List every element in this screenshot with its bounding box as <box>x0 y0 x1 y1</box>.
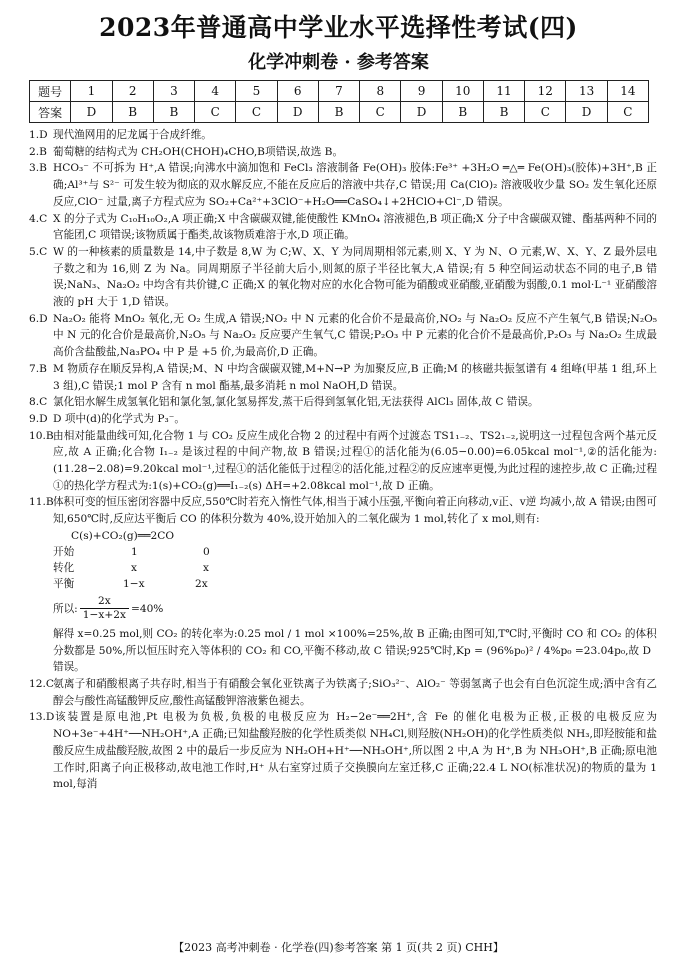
item-text: HCO₃⁻ 不可拆为 H⁺,A 错误;向沸水中滴加饱和 FeCl₃ 溶液制备 Fe(OH)₃ 胶体:Fe³⁺ +3H₂O ═△═ Fe(OH)₃(胶体)+3H⁺,B 正确;Al³⁺与 S²⁻ 可发生较为彻底的双水解反应,不能在反应后的溶液中共存,C 错误;用 Ca(ClO)₂ 溶液吸收少量 SO₂ 发生氧化还原反应,ClO⁻ 过量,离子方程式应为 SO₂+Ca²⁺+3ClO⁻+H₂O══CaSO₄↓+2HClO+Cl⁻,D 错误。 <box>53 162 657 208</box>
equilibrium-value: x <box>131 561 137 574</box>
question-number-cell: 10 <box>442 81 483 102</box>
answer-cell: B <box>112 102 153 123</box>
explanation-item <box>29 127 657 144</box>
question-number-row <box>30 81 649 102</box>
equilibrium-value: x <box>203 561 209 574</box>
item-text: W 的一种核素的质量数是 14,中子数是 8,W 为 C;W、X、Y 为同周期相邻元素,则 X、Y 为 N、O 元素,W、X、Y、Z 最外层电子数之和为 16,则 Z 为 Na。同周期原子半径前大后小,则氮的原子半径比氧大,A 错误;有 5 种空间运动状态不同的电子,B 错误;NaN₃、Na₂O₂ 中均含有共价键,C 正确;X 的氧化物对应的水化合物可能为硝酸或亚硝酸,亚硝酸为弱酸,0.1 mol·L⁻¹ 亚硝酸溶液的 pH 大于 1,D 错误。 <box>53 245 657 309</box>
question-number-cell: 12 <box>525 81 566 102</box>
item-text: X 的分子式为 C₁₀H₁₀O₂,A 项正确;X 中含碳碳双键,能使酸性 KMnO₄ 溶液褪色,B 项正确;X 分子中含碳碳双键、酯基两种不同的官能团,C 项错误;该物质属于酯类,故该物质难溶于水,D 项正确。 <box>53 212 657 242</box>
explanation-item <box>29 428 657 495</box>
answer-cell: B <box>318 102 359 123</box>
item-text: 葡萄糖的结构式为 CH₂OH(CHOH)₄CHO,B项错误,故选 B。 <box>53 145 344 158</box>
item-text: Na₂O₂ 能将 MnO₂ 氧化,无 O₂ 生成,A 错误;NO₂ 中 N 元素的化合价不是最高价,NO₂ 与 Na₂O₂ 反应不产生氧气,B 错误;N₂O₅ 中 N 元的化合价是最高价,N₂O₅ 与 Na₂O₂ 反应要产生氧气,C 错误;P₂O₃ 中 P 元素的化合价不是最高价,P₂O₃ 与 Na₂O₂ 生成最高价含盐酸盐,Na₃PO₄ 中 P 是 +5 价,为最高价,D 正确。 <box>53 312 657 359</box>
explanation-item <box>29 311 657 361</box>
item-text: 由相对能量曲线可知,化合物 1 与 CO₂ 反应生成化合物 2 的过程中有两个过渡态 TS1₁₋₂、TS2₁₋₂,说明这一过程包含两个基元反应,故 A 正确;化合物 I₁₋₂ 是该过程的中间产物,故 B 错误;过程①的活化能为(6.05−0.00)=6.05kcal mol⁻¹,②的活化能为:(11.28−2.08)=9.20kcal mol⁻¹,过程①的活化能低于过程②的活化能,过程②的反应速率更慢,为此过程的速控步,故 C 正确;过程①的热化学方程式为:1(s)+CO₂(g)══I₁₋₂(s) ΔH=+2.08kcal mol⁻¹,故 D 正确。 <box>53 429 657 492</box>
question-number-cell: 4 <box>195 81 236 102</box>
answer-row <box>30 102 649 123</box>
equilibrium-row <box>53 544 657 560</box>
explanation-item <box>29 494 657 527</box>
answer-cell: C <box>195 102 236 123</box>
question-number-cell: 14 <box>607 81 648 102</box>
item-number: 13.D <box>29 711 55 724</box>
answer-cell: D <box>566 102 607 123</box>
answer-cell: B <box>483 102 524 123</box>
item-text: 现代渔网用的尼龙属于合成纤维。 <box>53 129 212 141</box>
equilibrium-row <box>53 576 657 592</box>
answer-cell: B <box>442 102 483 123</box>
item-number: 7.B <box>29 362 47 375</box>
answer-cell: C <box>236 102 277 123</box>
explanation-item <box>29 676 657 709</box>
item-number: 4.C <box>29 212 48 225</box>
answer-cell: C <box>360 102 401 123</box>
answer-cell: D <box>277 102 318 123</box>
explanation-item <box>29 160 657 210</box>
question-number-cell: 2 <box>112 81 153 102</box>
fraction-denominator: 1−x+2x <box>82 609 126 622</box>
question-number-cell: 11 <box>483 81 524 102</box>
explanation-item <box>29 394 657 411</box>
item-number: 3.B <box>29 162 47 175</box>
page-subtitle: 化学冲刺卷 · 参考答案 <box>248 52 429 73</box>
explanation-item <box>29 709 657 793</box>
item-text: 体积可变的恒压密闭容器中反应,550℃时若充入惰性气体,相当于减小压强,平衡向着正向移动,v正、v逆 均减小,故 A 错误;由图可知,650℃时,反应达平衡后 CO 的体积分数为 40%,设开始加入的二氧化碳为 1 mol,转化了 x mol,则有: <box>53 496 657 526</box>
answer-cell: D <box>71 102 112 123</box>
equilibrium-value: 2x <box>195 577 208 590</box>
item-number: 12.C <box>29 677 54 690</box>
row-label-answer: 答案 <box>30 102 71 123</box>
item-number: 8.C <box>29 396 48 409</box>
row-label-number: 题号 <box>30 81 71 102</box>
item-text: 该装置是原电池,Pt 电极为负极,负极的电极反应为 H₂−2e⁻══2H⁺,含 Fe 的催化电极为正极,正极的电极反应为 NO+3e⁻+4H⁺──NH₂OH⁺,A 正确;已知盐酸羟胺的化学性质类似 NH₄Cl,则羟胺(NH₂OH)的化学性质类似 NH₃,即羟胺能和盐酸反应生成盐酸羟胺,故图 2 中的最后一步反应为 NH₂OH+H⁺──NH₃OH⁺,所以图 2 中,A 为 H⁺,B 为 NH₃OH⁺,B 正确;原电池工作时,阳离子向正极移动,故电池工作时,H⁺ 从右室穿过质子交换膜向左室迁移,C 正确;22.4 L NO(标准状况)的物质的量为 1 mol,每消 <box>53 711 657 791</box>
fraction-numerator: 2x <box>80 595 129 609</box>
item-number: 11.B <box>29 496 54 509</box>
answer-table <box>29 80 649 123</box>
item-text: M 物质存在顺反异构,A 错误;M、N 中均含碳碳双键,M+N→P 为加聚反应,B 正确;M 的核磁共振氢谱有 4 组峰(甲基 1 组,环上 3 组),C 错误;1 mol P 含有 n mol 酯基,最多消耗 n mol NaOH,D 错误。 <box>53 362 657 392</box>
question-number-cell: 7 <box>318 81 359 102</box>
answer-cell: C <box>607 102 648 123</box>
fraction <box>80 595 129 622</box>
explanation-item <box>29 411 657 428</box>
explanations <box>29 127 657 793</box>
item-number: 1.D <box>29 129 48 141</box>
question-number-cell: 5 <box>236 81 277 102</box>
equilibrium-row-label: 开始 <box>53 545 75 558</box>
page-footer: 【2023 高考冲刺卷 · 化学卷(四)参考答案 第 1 页(共 2 页) CHH】 <box>173 941 504 954</box>
question-number-cell: 8 <box>360 81 401 102</box>
question-number-cell: 1 <box>71 81 112 102</box>
so-label: 所以: <box>53 602 78 615</box>
answer-cell: C <box>525 102 566 123</box>
item-text: 氯化铝水解生成氢氧化铝和氯化氢,氯化氢易挥发,蒸干后得到氢氧化铝,无法获得 AlCl₃ 固体,故 C 错误。 <box>53 396 539 409</box>
equilibrium-value: 1 <box>131 545 138 558</box>
equilibrium-row <box>53 560 657 576</box>
explanation-item <box>29 361 657 394</box>
item-number: 5.C <box>29 245 48 258</box>
item-text: D 项中(d)的化学式为 P₃⁻。 <box>53 412 185 425</box>
page-title: 2023年普通高中学业水平选择性考试(四) <box>99 13 578 42</box>
equilibrium-fraction-line <box>53 592 657 626</box>
answer-cell: D <box>401 102 442 123</box>
question-number-cell: 3 <box>153 81 194 102</box>
fraction-result: =40% <box>130 602 164 615</box>
explanation-item <box>29 144 657 161</box>
equilibrium-value: 0 <box>203 545 210 558</box>
equilibrium-row-label: 平衡 <box>53 577 75 590</box>
question-number-cell: 9 <box>401 81 442 102</box>
question-number-cell: 6 <box>277 81 318 102</box>
explanation-continuation: 解得 x=0.25 mol,则 CO₂ 的转化率为:0.25 mol / 1 mol ×100%=25%,故 B 正确;由图可知,T℃时,平衡时 CO 和 CO₂ 的体积分数都是 50%,所以恒压时充入等体积的 CO₂ 和 CO,平衡不移动,故 C 错误;925℃时,Kp = (96%p₀)² / 4%p₀ =23.04p₀,故 D 错误。 <box>53 627 657 674</box>
item-text: 氨离子和硝酸根离子共存时,相当于有硝酸会氧化亚铁离子为铁离子;SiO₃²⁻、AlO₂⁻ 等弱氢离子也会有白色沉淀生成;酒中含有乙醇会与酸性高锰酸钾反应,酸性高锰酸钾溶液紫色褪去。 <box>53 677 657 707</box>
equilibrium-row-label: 转化 <box>53 561 75 574</box>
answer-cell: B <box>153 102 194 123</box>
equilibrium-value: 1−x <box>123 577 145 590</box>
item-number: 2.B <box>29 145 47 158</box>
explanation-item <box>29 211 657 244</box>
explanation-item <box>29 244 657 311</box>
item-number: 10.B <box>29 429 54 442</box>
equilibrium-equation: C(s)+CO₂(g)══2CO <box>71 529 175 542</box>
item-number: 6.D <box>29 312 48 325</box>
equilibrium-table <box>53 528 657 626</box>
question-number-cell: 13 <box>566 81 607 102</box>
item-number: 9.D <box>29 412 48 425</box>
